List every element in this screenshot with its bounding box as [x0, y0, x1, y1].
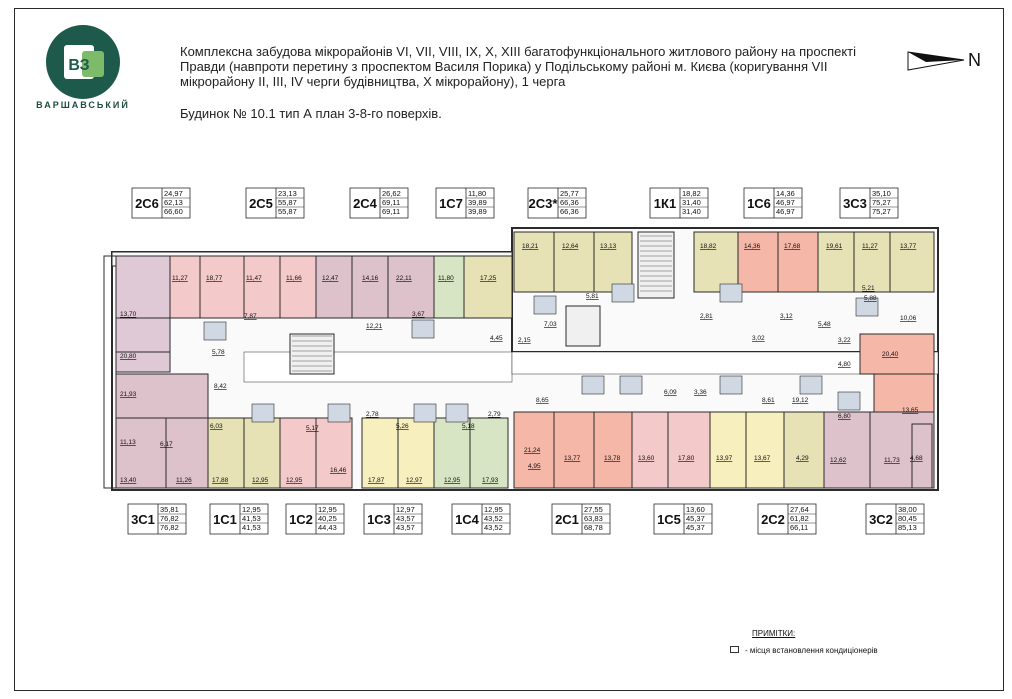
apartment-code: 1С5: [657, 512, 681, 527]
room-top-west-7: [388, 256, 434, 318]
apartment-code: 3С3: [843, 196, 867, 211]
room-area-label: 11,47: [246, 275, 262, 282]
room-area-label: 6,17: [160, 441, 173, 448]
apartment-area: 13,60: [686, 505, 705, 514]
room-top-west-3: [244, 256, 280, 318]
room-area-label: 18,77: [206, 275, 223, 282]
room-top-west-4: [280, 256, 316, 318]
apartment-area: 31,40: [682, 198, 701, 207]
room-bottom-east-7: [784, 412, 824, 488]
room-area-label: 13,77: [564, 455, 581, 462]
room-area-label: 3,02: [752, 335, 765, 342]
apartment-area: 69,11: [382, 198, 401, 207]
apartment-area: 62,13: [164, 198, 183, 207]
room-area-label: 13,60: [638, 455, 655, 462]
apartment-code: 2С2: [761, 512, 785, 527]
bathroom-1: [252, 404, 274, 422]
room-area-label: 11,13: [120, 439, 136, 446]
ac-unit-legend-icon: [730, 646, 739, 653]
apartment-area: 76,82: [160, 523, 179, 532]
apartment-area: 41,53: [242, 514, 261, 523]
room-top-west-6: [352, 256, 388, 318]
room-area-label: 13,97: [716, 455, 733, 462]
legend-text: - місця встановлення кондиціонерів: [745, 646, 878, 655]
room-area-label: 6,09: [664, 389, 677, 396]
room-top-east-7: [854, 232, 890, 292]
room-area-label: 4,68: [910, 455, 923, 462]
apartment-code: 1С2: [289, 512, 313, 527]
bathroom-13: [534, 296, 556, 314]
apartment-area: 26,62: [382, 189, 401, 198]
room-area-label: 3,12: [780, 313, 793, 320]
apartment-area: 66,11: [790, 523, 809, 532]
room-area-label: 13,78: [604, 455, 621, 462]
apartment-area: 39,89: [468, 198, 487, 207]
room-bottom-east-8: [824, 412, 870, 488]
apartment-area: 31,40: [682, 207, 701, 216]
apartment-area: 75,27: [872, 207, 891, 216]
apartment-area: 66,36: [560, 198, 579, 207]
apartment-code: 2С5: [249, 196, 273, 211]
room-area-label: 2,79: [488, 411, 501, 418]
apartment-area: 75,27: [872, 198, 891, 207]
apartment-area: 61,82: [790, 514, 809, 523]
room-bottom-east-9: [870, 412, 934, 488]
room-area-label: 8,65: [536, 397, 549, 404]
apartment-area: 45,37: [686, 523, 705, 532]
bathroom-0: [204, 322, 226, 340]
room-area-label: 11,27: [172, 275, 188, 282]
apartment-area: 11,80: [468, 189, 487, 198]
apartment-area: 27,55: [584, 505, 603, 514]
room-area-label: 3,22: [838, 337, 851, 344]
apartment-area: 85,13: [898, 523, 917, 532]
apartment-area: 35,10: [872, 189, 891, 198]
room-area-label: 12,21: [366, 323, 383, 330]
room-area-label: 12,47: [322, 275, 339, 282]
room-bottom-east-6: [746, 412, 784, 488]
apartment-area: 43,57: [396, 514, 415, 523]
apartment-code: 3С2: [869, 512, 893, 527]
room-area-label: 12,97: [406, 477, 423, 484]
apartment-area: 80,45: [898, 514, 917, 523]
room-area-label: 20,80: [120, 353, 137, 360]
apartment-area: 25,77: [560, 189, 579, 198]
room-bottom-east-3: [632, 412, 668, 488]
apartment-area: 27,64: [790, 505, 809, 514]
room-top-east-6: [818, 232, 854, 292]
room-area-label: 22,11: [396, 275, 412, 282]
apartment-area: 55,87: [278, 198, 297, 207]
room-area-label: 17,25: [480, 275, 497, 282]
apartment-area: 66,36: [560, 207, 579, 216]
room-area-label: 7,87: [244, 313, 257, 320]
room-area-label: 8,42: [214, 383, 227, 390]
stair-east: [638, 232, 674, 298]
room-area-label: 11,26: [176, 477, 192, 484]
apartment-area: 43,57: [396, 523, 415, 532]
apartment-area: 12,95: [484, 505, 503, 514]
apartment-area: 45,37: [686, 514, 705, 523]
apartment-area: 69,11: [382, 207, 401, 216]
room-top-east-5: [778, 232, 818, 292]
room-area-label: 11,27: [862, 243, 878, 250]
apartment-code: 1С6: [747, 196, 771, 211]
bathroom-10: [612, 284, 634, 302]
room-top-west-9: [464, 256, 512, 318]
room-area-label: 18,21: [522, 243, 539, 250]
logo-brand: ВАРШАВСЬКИЙ: [36, 100, 130, 110]
bathroom-9: [838, 392, 860, 410]
room-area-label: 12,62: [830, 457, 847, 464]
apartment-area: 35,81: [160, 505, 179, 514]
room-area-label: 11,66: [286, 275, 302, 282]
apartment-code: 3С1: [131, 512, 155, 527]
room-area-label: 14,36: [744, 243, 761, 250]
room-bottom-east-4: [668, 412, 710, 488]
room-top-east-0: [514, 232, 554, 292]
north-label: N: [968, 50, 981, 70]
room-top-west-8: [434, 256, 464, 318]
apartment-area: 46,97: [776, 198, 795, 207]
bathroom-8: [800, 376, 822, 394]
room-area-label: 21,24: [524, 447, 541, 454]
apartment-code: 1К1: [653, 196, 677, 211]
room-area-label: 19,12: [792, 397, 809, 404]
room-area-label: 7,03: [544, 321, 557, 328]
room-area-label: 12,95: [286, 477, 303, 484]
room-area-label: 13,67: [754, 455, 771, 462]
apartment-area: 66,60: [164, 207, 183, 216]
apartment-code: 1С1: [213, 512, 237, 527]
bathroom-7: [720, 376, 742, 394]
room-area-label: 17,87: [368, 477, 385, 484]
room-area-label: 4,95: [528, 463, 541, 470]
room-area-label: 18,82: [700, 243, 717, 250]
room-area-label: 11,73: [884, 457, 900, 464]
room-area-label: 17,68: [784, 243, 801, 250]
room-top-east-2: [594, 232, 632, 292]
apartment-area: 12,97: [396, 505, 415, 514]
bathroom-3: [414, 404, 436, 422]
room-area-label: 16,46: [330, 467, 347, 474]
room-area-label: 5,18: [462, 423, 475, 430]
room-area-label: 5,81: [586, 293, 599, 300]
room-bottom-west-5: [316, 418, 352, 488]
room-area-label: 3,36: [694, 389, 707, 396]
stair-west: [290, 334, 334, 374]
apartment-area: 43,52: [484, 514, 503, 523]
apartment-area: 68,78: [584, 523, 603, 532]
room-west-living: [116, 318, 170, 352]
room-area-label: 20,40: [882, 351, 899, 358]
legend-title: ПРИМІТКИ:: [752, 629, 796, 638]
bathroom-11: [720, 284, 742, 302]
room-area-label: 17,80: [678, 455, 695, 462]
room-top-west-2: [200, 256, 244, 318]
room-area-label: 13,77: [900, 243, 917, 250]
apartment-area: 63,83: [584, 514, 603, 523]
room-area-label: 5,26: [396, 423, 409, 430]
room-area-label: 3,67: [412, 311, 425, 318]
bathroom-14: [412, 320, 434, 338]
room-top-west-5: [316, 256, 352, 318]
apartment-code: 2С4: [353, 196, 377, 211]
room-area-label: 2,81: [700, 313, 713, 320]
room-area-label: 2,78: [366, 411, 379, 418]
apartment-area: 38,00: [898, 505, 917, 514]
room-area-label: 6,80: [838, 413, 851, 420]
apartment-area: 24,97: [164, 189, 183, 198]
room-area-label: 12,95: [252, 477, 269, 484]
apartment-area: 18,82: [682, 189, 701, 198]
room-top-west-0: [116, 256, 170, 318]
bathroom-2: [328, 404, 350, 422]
apartment-area: 23,13: [278, 189, 297, 198]
room-area-label: 12,64: [562, 243, 579, 250]
bathroom-6: [620, 376, 642, 394]
room-bottom-east-2: [594, 412, 632, 488]
apartment-area: 39,89: [468, 207, 487, 216]
logo-letters: ВЗ: [68, 57, 90, 74]
apartment-code: 2С6: [135, 196, 159, 211]
room-area-label: 5,17: [306, 425, 319, 432]
room-area-label: 2,15: [518, 337, 531, 344]
lift-east: [566, 306, 600, 346]
room-top-east-4: [738, 232, 778, 292]
apartment-area: 46,97: [776, 207, 795, 216]
room-bottom-east-5: [710, 412, 746, 488]
room-area-label: 6,03: [210, 423, 223, 430]
room-area-label: 5,78: [212, 349, 225, 356]
plan-title: Комплексна забудова мікрорайонів VI, VII, VIII, IX, X, XIII багатофункціонального житлового району на проспекті Правди (навпроти перетину з проспектом Василя Порика) у Подільському районі м. Києва (коригування VII мікрорайону II, III, IV черги будівництва, X мікрорайону), 1 черга: [180, 44, 857, 89]
room-area-label: 13,70: [120, 311, 137, 318]
room-area-label: 5,88: [864, 295, 877, 302]
room-area-label: 11,80: [438, 275, 454, 282]
room-area-label: 4,45: [490, 335, 503, 342]
room-top-west-1: [170, 256, 200, 318]
apartment-area: 41,53: [242, 523, 261, 532]
room-area-label: 13,13: [600, 243, 617, 250]
room-area-label: 4,29: [796, 455, 809, 462]
room-area-label: 5,48: [818, 321, 831, 328]
room-bottom-east-1: [554, 412, 594, 488]
room-area-label: 14,16: [362, 275, 379, 282]
bathroom-4: [446, 404, 468, 422]
apartment-area: 76,82: [160, 514, 179, 523]
room-area-label: 17,88: [212, 477, 229, 484]
room-area-label: 13,65: [902, 407, 919, 414]
room-area-label: 19,61: [826, 243, 843, 250]
apartment-code: 1С3: [367, 512, 391, 527]
apartment-code: 1С7: [439, 196, 463, 211]
room-area-label: 21,93: [120, 391, 137, 398]
apartment-area: 12,95: [242, 505, 261, 514]
apartment-area: 43,52: [484, 523, 503, 532]
room-top-east-8: [890, 232, 934, 292]
apartment-code: 2С1: [555, 512, 579, 527]
room-area-label: 5,21: [862, 285, 875, 292]
room-area-label: 8,61: [762, 397, 775, 404]
plan-subtitle: Будинок № 10.1 тип А план 3-8-го поверхів.: [180, 106, 442, 121]
corridor-west: [244, 352, 512, 382]
apartment-area: 12,95: [318, 505, 337, 514]
room-area-label: 12,95: [444, 477, 461, 484]
room-area-label: 4,80: [838, 361, 851, 368]
apartment-area: 14,36: [776, 189, 795, 198]
apartment-code: 1С4: [455, 512, 479, 527]
room-area-label: 17,93: [482, 477, 499, 484]
room-top-east-1: [554, 232, 594, 292]
room-top-east-3: [694, 232, 738, 292]
room-area-label: 10,06: [900, 315, 917, 322]
apartment-area: 55,87: [278, 207, 297, 216]
apartment-code: 2С3*: [528, 196, 558, 211]
room-area-label: 13,40: [120, 477, 137, 484]
apartment-area: 44,43: [318, 523, 337, 532]
apartment-area: 40,25: [318, 514, 337, 523]
bathroom-5: [582, 376, 604, 394]
